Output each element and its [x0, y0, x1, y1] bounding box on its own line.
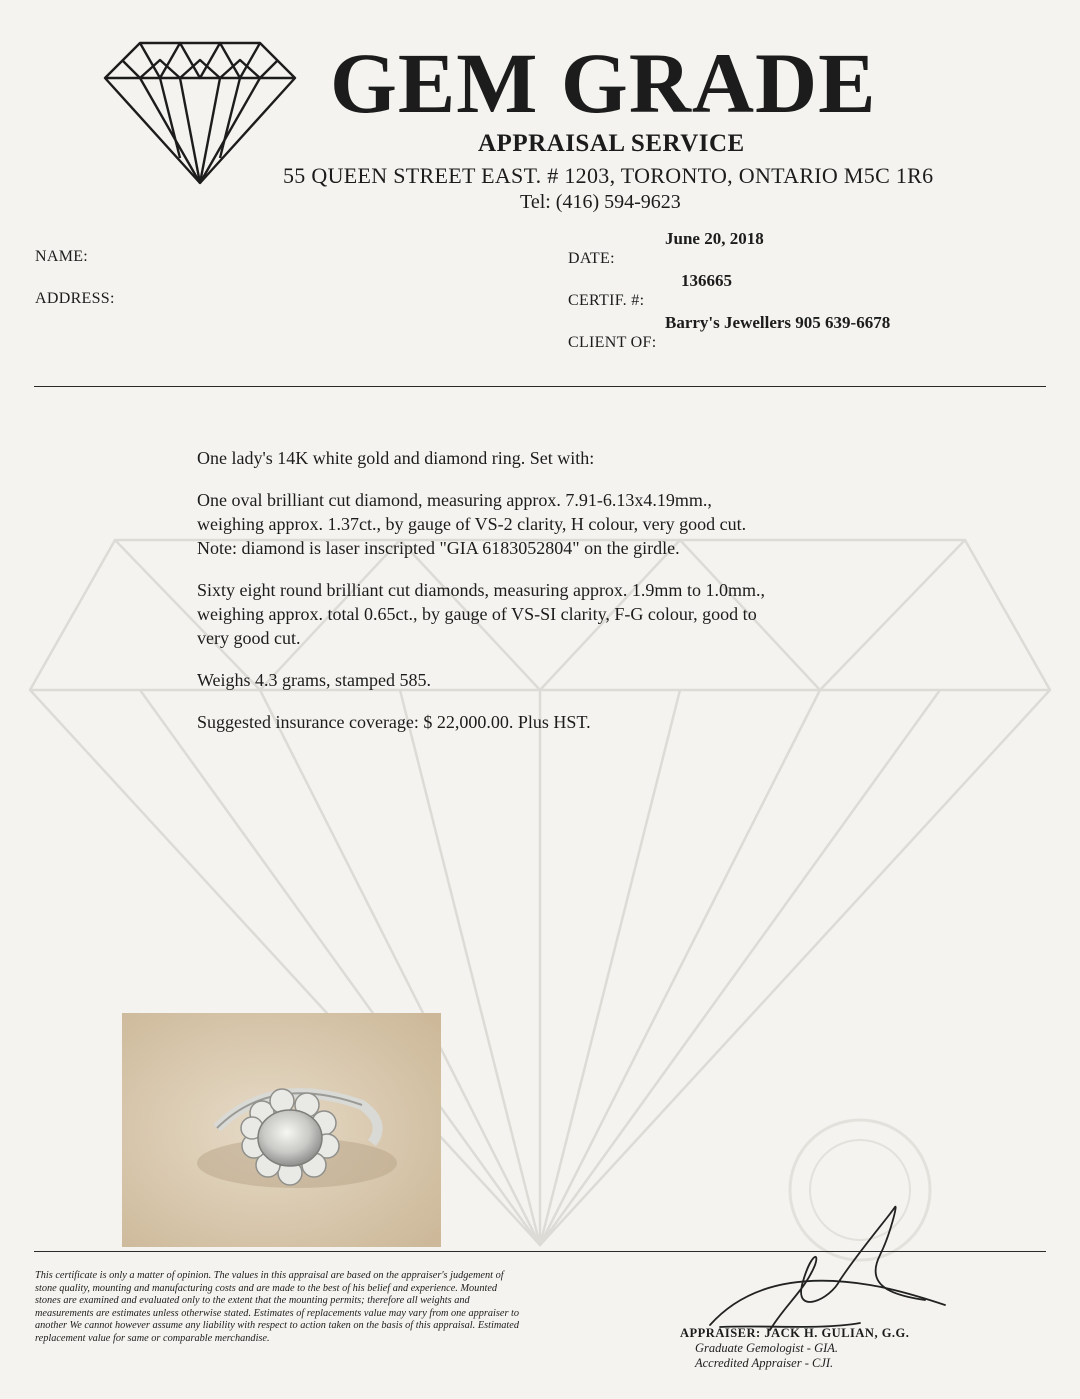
- company-phone: Tel: (416) 594-9623: [520, 191, 681, 213]
- ring-photo: [122, 1013, 441, 1247]
- company-address: 55 QUEEN STREET EAST. # 1203, TORONTO, ONTARIO M5C 1R6: [283, 163, 934, 188]
- client-label: CLIENT OF:: [568, 334, 657, 351]
- company-subtitle: APPRAISAL SERVICE: [478, 130, 745, 157]
- diamond-icon: [100, 38, 300, 188]
- address-label: ADDRESS:: [35, 290, 115, 307]
- appraiser-signature: [690, 1195, 960, 1345]
- header-divider: [34, 386, 1046, 387]
- item-description: [197, 446, 917, 752]
- appraiser-name: APPRAISER: JACK H. GULIAN, G.G.: [680, 1326, 910, 1340]
- name-label: NAME:: [35, 248, 89, 265]
- description-intro: One lady's 14K white gold and diamond ring. Set with:: [197, 448, 595, 468]
- appraiser-credential-gia: Graduate Gemologist - GIA.: [695, 1341, 839, 1355]
- appraiser-credential-cji: Accredited Appraiser - CJI.: [695, 1356, 834, 1370]
- certificate-number-value: 136665: [681, 271, 732, 290]
- disclaimer-text: This certificate is only a matter of opinion. The values in this appraisal are based on the appraiser's judgement of stone quality, mounting and manufacturing costs and are made to the best of his belief and experience. Mounted stones are examined and evaluated only to the extent that the mounting permits; therefore all weights and measurements are estimates unless otherwise stated. Estimates of replacements value may vary from one appraiser to another We cannot however assume any liability with respect to action taken on the basis of this appraisal. Estimated replacement value for same or comparable merchandise.: [35, 1270, 520, 1344]
- date-value: June 20, 2018: [665, 229, 764, 248]
- certificate-number-label: CERTIF. #:: [568, 292, 645, 309]
- description-side-stones: Sixty eight round brilliant cut diamonds, measuring approx. 1.9mm to 1.0mm., weighing approx. total 0.65ct., by gauge of VS-SI clarity, F-G colour, good to very good cut.: [197, 580, 765, 648]
- description-center-stone: One oval brilliant cut diamond, measuring approx. 7.91-6.13x4.19mm., weighing approx. 1.37ct., by gauge of VS-2 clarity, H colour, very good cut. Note: diamond is laser inscripted "GIA 6183052804" on the girdle.: [197, 490, 747, 558]
- description-weight: Weighs 4.3 grams, stamped 585.: [197, 670, 432, 690]
- client-value: Barry's Jewellers 905 639-6678: [665, 313, 891, 332]
- company-title: GEM GRADE: [330, 35, 877, 131]
- insurance-coverage: Suggested insurance coverage: $ 22,000.00. Plus HST.: [197, 712, 591, 732]
- appraiser-block: [680, 1326, 909, 1371]
- date-label: DATE:: [568, 250, 615, 267]
